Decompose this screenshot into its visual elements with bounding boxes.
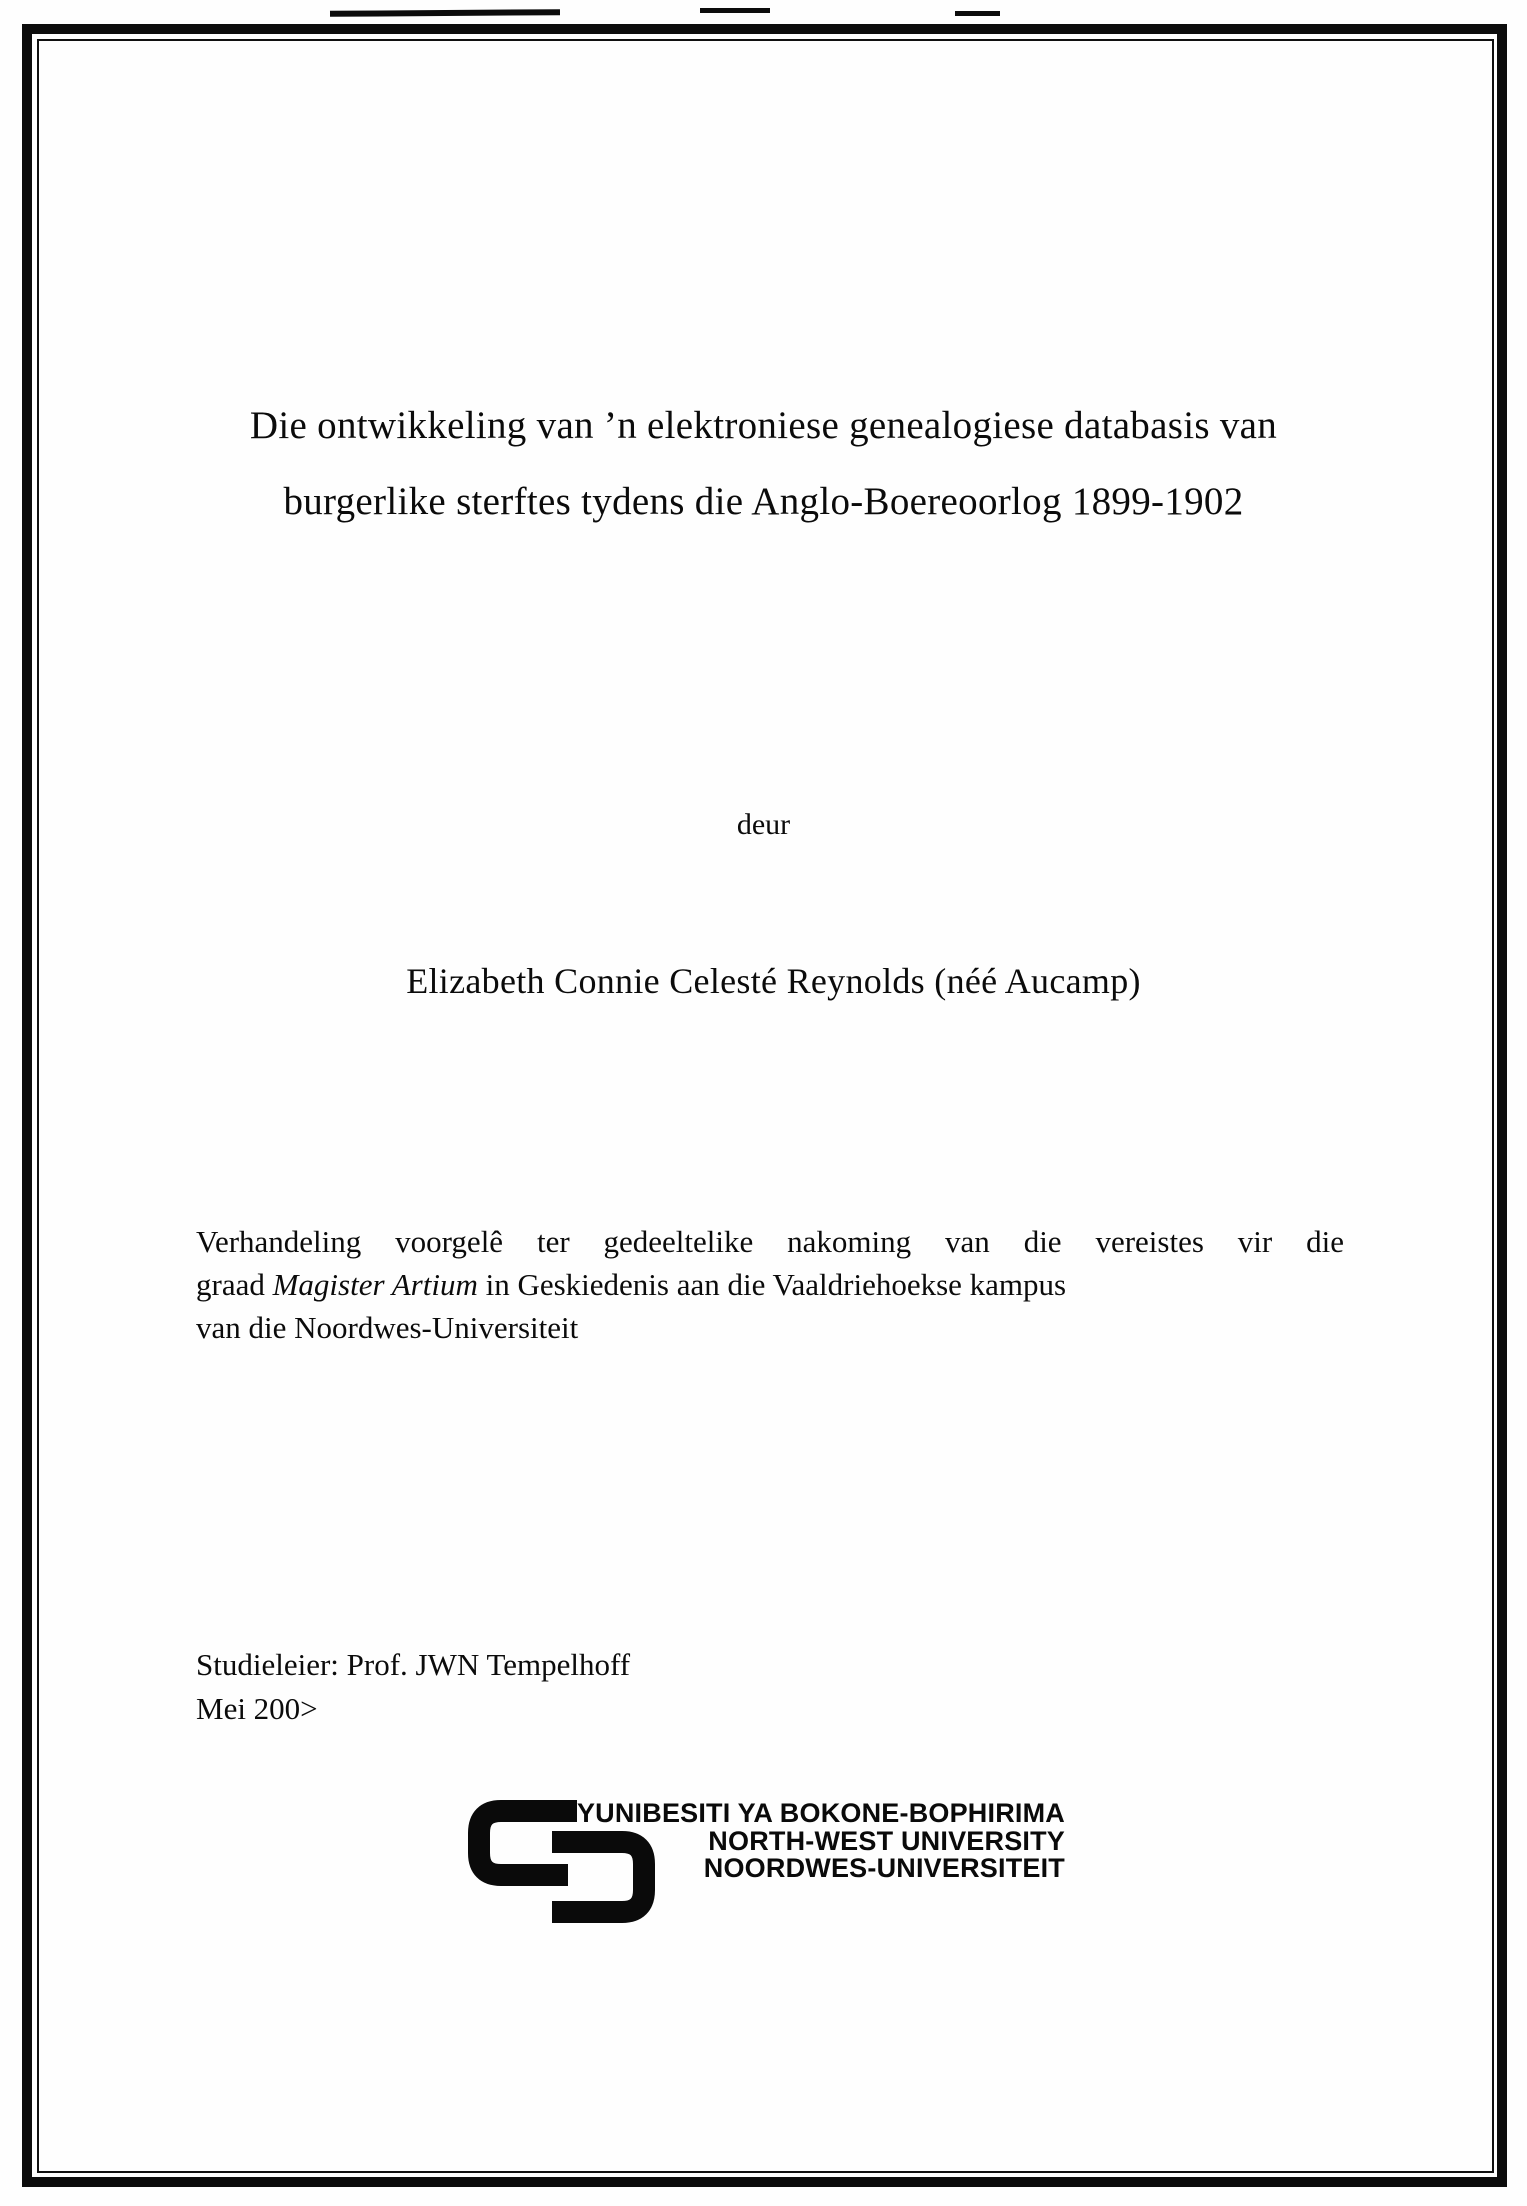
date-line: Mei 200>	[196, 1691, 318, 1726]
degree-statement-line1: Verhandeling voorgelê ter gedeeltelike nakoming van die vereistes vir die	[196, 1224, 1344, 1259]
supervisor-line: Studieleier: Prof. JWN Tempelhoff	[196, 1647, 631, 1682]
degree-statement-line2	[196, 1263, 1344, 1306]
degree-statement-line2-suffix: in Geskiedenis aan die Vaaldriehoekse kampus	[477, 1267, 1067, 1302]
university-wordmark	[573, 1800, 1065, 1883]
author-name: Elizabeth Connie Celesté Reynolds (néé Aucamp)	[406, 961, 1141, 1001]
supervisor-block	[196, 1643, 630, 1731]
degree-name: Magister Artium	[272, 1267, 478, 1302]
university-name-afrikaans: NOORDWES-UNIVERSITEIT	[703, 1853, 1065, 1883]
scan-artifact	[330, 9, 560, 17]
university-name-english: NORTH-WEST UNIVERSITY	[708, 1825, 1065, 1856]
thesis-title	[120, 388, 1407, 540]
degree-statement	[196, 1220, 1344, 1349]
university-name-setswana: YUNIBESITI YA BOKONE-BOPHIRIMA	[576, 1798, 1065, 1828]
thesis-title-line1: Die ontwikkeling van ’n elektroniese genealogiese databasis van	[249, 404, 1278, 447]
byline-label: deur	[736, 808, 791, 841]
degree-statement-line3: van die Noordwes-Universiteit	[196, 1310, 579, 1345]
scan-artifact	[700, 8, 770, 13]
degree-statement-line2-prefix: graad	[196, 1267, 273, 1302]
scan-artifact	[955, 11, 1000, 16]
thesis-title-line2: burgerlike sterftes tydens die Anglo-Boereoorlog 1899-1902	[283, 480, 1244, 523]
